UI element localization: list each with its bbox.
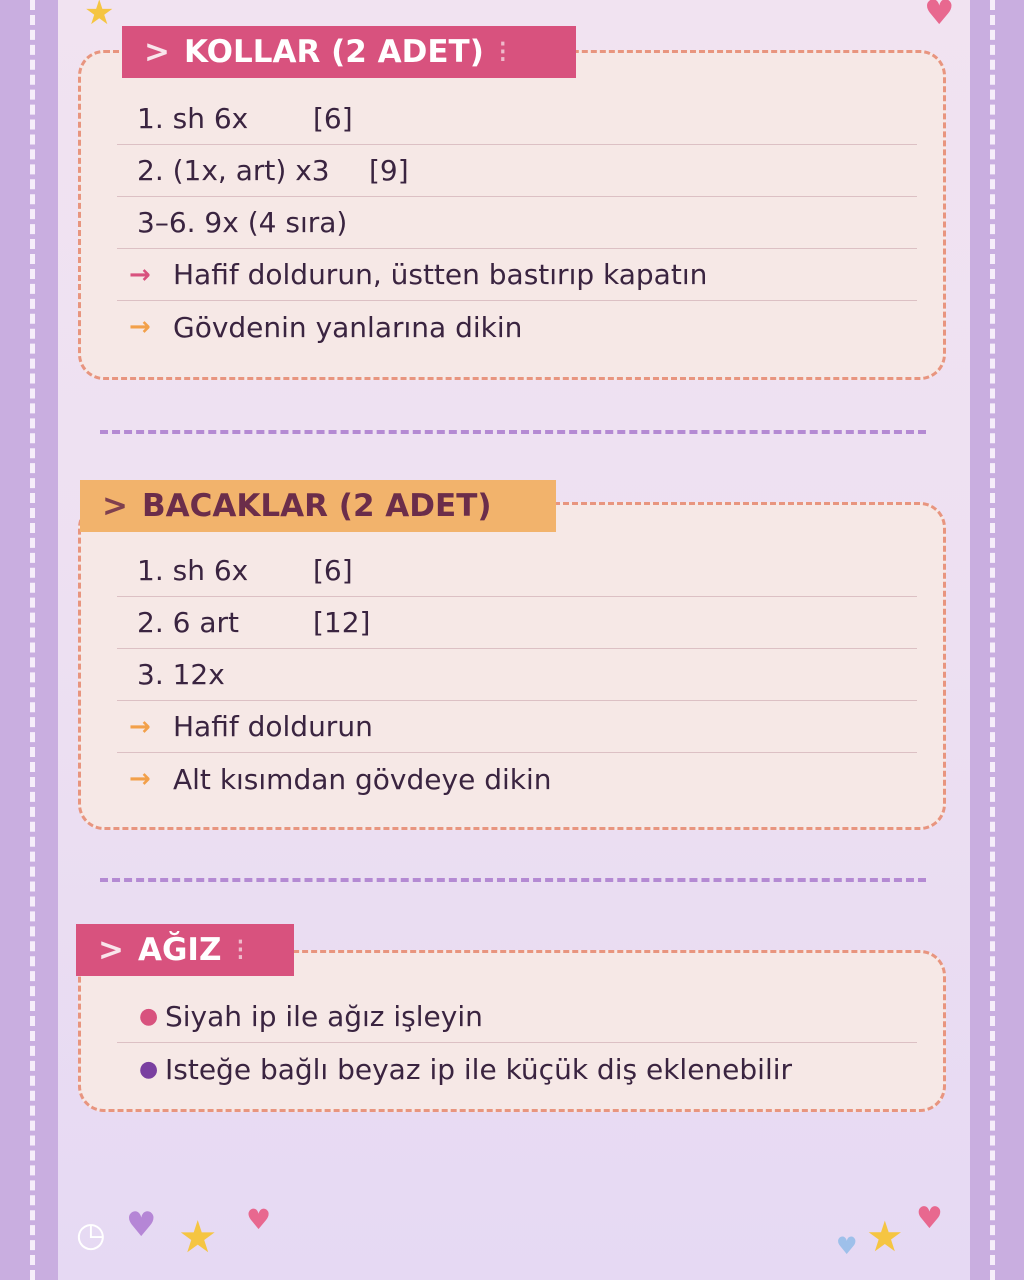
- star-icon: ★: [84, 0, 115, 33]
- section-agiz-title: > AĞIZ ⁝: [76, 924, 294, 976]
- instruction-row: → Gövdenin yanlarına dikin: [117, 301, 917, 353]
- clock-icon: ◷: [76, 1215, 106, 1255]
- heart-icon: ♥: [924, 0, 955, 33]
- arrow-right-icon: →: [129, 764, 151, 794]
- pattern-row: 3–6. 9x (4 sıra): [117, 197, 917, 249]
- left-stitch-border: [30, 0, 35, 1280]
- section-separator: [100, 878, 926, 882]
- section-kollar-title: > KOLLAR (2 ADET) ⁝: [122, 26, 576, 78]
- bullet-icon: ●: [139, 1004, 159, 1029]
- pattern-row: 2. 6 art [12]: [117, 597, 917, 649]
- bullet-row: ● Isteğe bağlı beyaz ip ile küçük diş eklenebilir: [117, 1043, 917, 1095]
- star-icon: ★: [866, 1212, 904, 1261]
- arrow-right-icon: →: [129, 711, 151, 742]
- pattern-row: 3. 12x: [117, 649, 917, 701]
- instruction-row: → Hafif doldurun: [117, 701, 917, 753]
- arrow-right-icon: →: [129, 259, 151, 290]
- instruction-row: → Hafif doldurun, üstten bastırıp kapatın: [117, 249, 917, 301]
- pattern-row: 1. sh 6x [6]: [117, 545, 917, 597]
- bullet-icon: ●: [139, 1056, 159, 1082]
- heart-icon: ♥: [126, 1205, 157, 1245]
- instruction-row: → Alt kısımdan gövdeye dikin: [117, 753, 917, 805]
- section-kollar-card: [78, 50, 946, 380]
- heart-icon: ♥: [246, 1203, 272, 1236]
- right-stitch-border: [990, 0, 995, 1280]
- bullet-row: ● Siyah ip ile ağız işleyin: [117, 991, 917, 1043]
- heart-icon: ♥: [916, 1201, 943, 1236]
- pattern-row: 1. sh 6x [6]: [117, 93, 917, 145]
- arrow-right-icon: →: [129, 312, 151, 342]
- star-icon: ★: [178, 1212, 218, 1263]
- section-bacaklar-card: [78, 502, 946, 830]
- heart-icon: ♥: [836, 1232, 858, 1260]
- pattern-row: 2. (1x, art) x3 [9]: [117, 145, 917, 197]
- section-bacaklar-title: > BACAKLAR (2 ADET): [80, 480, 556, 532]
- section-separator: [100, 430, 926, 434]
